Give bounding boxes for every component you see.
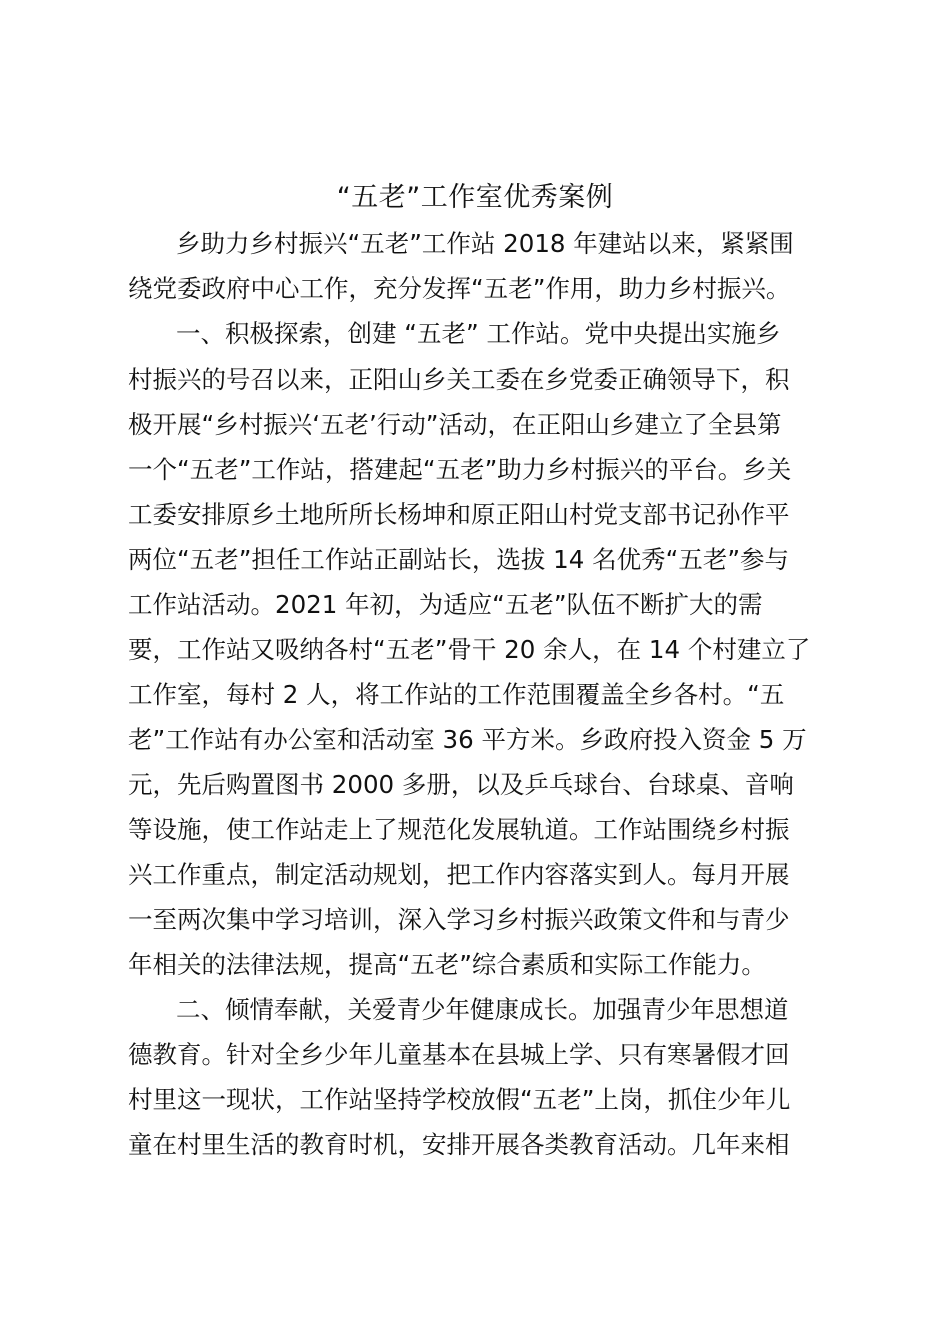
paragraph-line: 绕党委政府中心工作，充分发挥“五老”作用，助力乡村振兴。 [128, 274, 791, 303]
paragraph-line: 德教育。针对全乡少年儿童基本在县城上学、只有寒暑假才回 [128, 1040, 790, 1069]
paragraph-line: 极开展“乡村振兴‘五老’行动”活动，在正阳山乡建立了全县第 [128, 410, 782, 439]
paragraph-line: 兴工作重点，制定活动规划，把工作内容落实到人。每月开展 [128, 860, 790, 889]
paragraph-line: 二、倾情奉献，关爱青少年健康成长。加强青少年思想道 [176, 995, 789, 1024]
paragraph-line: 村里这一现状，工作站坚持学校放假“五老”上岗，抓住少年儿 [128, 1085, 791, 1114]
paragraph-line: 工委安排原乡土地所所长杨坤和原正阳山村党支部书记孙作平 [128, 500, 790, 529]
paragraph-line: 村振兴的号召以来，正阳山乡关工委在乡党委正确领导下，积 [128, 365, 790, 394]
paragraph-line: 一、积极探索，创建 “五老” 工作站。党中央提出实施乡 [176, 319, 781, 348]
paragraph-line: 一至两次集中学习培训，深入学习乡村振兴政策文件和与青少 [128, 905, 790, 934]
paragraph-line: 年相关的法律法规，提高“五老”综合素质和实际工作能力。 [128, 950, 766, 979]
paragraph-line: 童在村里生活的教育时机，安排开展各类教育活动。几年来相 [128, 1130, 790, 1159]
paragraph-line: 等设施，使工作站走上了规范化发展轨道。工作站围绕乡村振 [128, 815, 790, 844]
paragraph-line: 要，工作站又吸纳各村“五老”骨干 20 余人，在 14 个村建立了 [128, 635, 811, 664]
paragraph-line: 工作站活动。2021 年初，为适应“五老”队伍不断扩大的需 [128, 590, 763, 619]
paragraph-line: 两位“五老”担任工作站正副站长，选拔 14 名优秀“五老”参与 [128, 545, 790, 574]
paragraph-line: 一个“五老”工作站，搭建起“五老”助力乡村振兴的平台。乡关 [128, 455, 792, 484]
paragraph-line: 乡助力乡村振兴“五老”工作站 2018 年建站以来，紧紧围 [176, 229, 794, 258]
document-title: “五老”工作室优秀案例 [336, 182, 614, 213]
paragraph-line: 工作室，每村 2 人，将工作站的工作范围覆盖全乡各村。“五 [128, 680, 785, 709]
paragraph-line: 元，先后购置图书 2000 多册，以及乒乓球台、台球桌、音响 [128, 770, 794, 799]
paragraph-line: 老”工作站有办公室和活动室 36 平方米。乡政府投入资金 5 万 [128, 725, 807, 754]
